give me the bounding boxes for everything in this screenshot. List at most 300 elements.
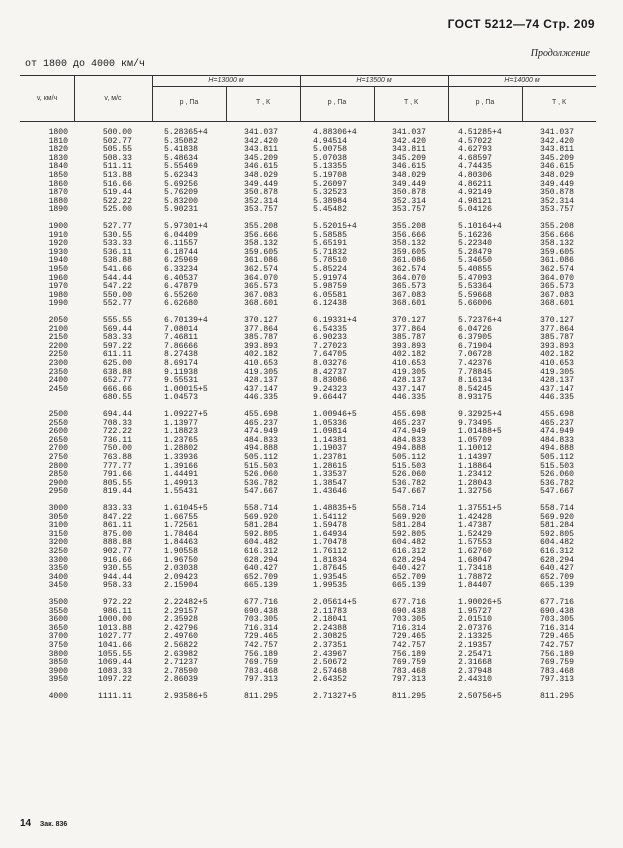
table-cell: 410.653 xyxy=(540,358,574,368)
table-cell: 6.70139+4 xyxy=(164,316,208,325)
table-cell: 569.920 xyxy=(244,512,278,522)
row-group xyxy=(164,599,208,693)
table-cell: 3750 xyxy=(48,640,68,650)
order-number: Зак. 836 xyxy=(39,821,68,828)
table-cell: 1820 xyxy=(48,145,68,155)
row-group xyxy=(458,223,502,317)
table-cell: 756.189 xyxy=(540,649,574,659)
table-cell: 769.759 xyxy=(244,658,278,668)
table-cell: 2400 xyxy=(48,376,68,386)
table-cell: 5.35082 xyxy=(164,136,198,146)
column-v-kmh xyxy=(20,129,68,705)
row-group xyxy=(392,129,426,223)
row-group xyxy=(540,505,574,599)
table-cell: 5.91974 xyxy=(313,273,347,283)
table-cell: 3550 xyxy=(48,606,68,616)
table-cell: 1960 xyxy=(48,273,68,283)
table-cell: 4.88306+4 xyxy=(313,128,357,137)
table-cell: 1.59478 xyxy=(313,521,347,531)
table-cell: 640.427 xyxy=(244,564,278,574)
table-cell: 552.77 xyxy=(102,299,132,309)
table-cell: 1900 xyxy=(48,222,68,231)
table-cell: 6.18744 xyxy=(164,247,198,257)
table-cell: 2.71327+5 xyxy=(313,692,357,701)
table-cell: 769.759 xyxy=(392,658,426,668)
table-cell: 547.667 xyxy=(540,487,574,497)
table-cell: 368.601 xyxy=(392,299,426,309)
table-cell: 367.083 xyxy=(540,290,574,300)
table-cell: 402.182 xyxy=(244,350,278,360)
table-cell: 527.77 xyxy=(102,222,132,231)
row-group xyxy=(313,693,357,705)
table-cell: 5.47093 xyxy=(458,273,492,283)
table-cell: 742.757 xyxy=(540,640,574,650)
table-cell: 377.864 xyxy=(392,324,426,334)
table-cell: 8.69174 xyxy=(164,358,198,368)
table-cell: 2.93586+5 xyxy=(164,692,208,701)
table-cell: 342.420 xyxy=(540,136,574,146)
table-cell: 7.42376 xyxy=(458,358,492,368)
standard-header: ГОСТ 5212—74 Стр. 209 xyxy=(447,17,595,31)
table-cell: 446.335 xyxy=(540,393,574,403)
table-cell: 428.137 xyxy=(540,376,574,386)
row-group xyxy=(20,599,68,693)
table-cell: 756.189 xyxy=(244,649,278,659)
row-group xyxy=(244,317,278,411)
table-cell: 349.449 xyxy=(540,179,574,189)
table-cell: 2.37948 xyxy=(458,666,492,676)
table-cell: 3450 xyxy=(48,581,68,591)
table-cell: 505.112 xyxy=(540,452,574,462)
table-cell: 1.38547 xyxy=(313,478,347,488)
table-cell: 1.05336 xyxy=(313,418,347,428)
table-cell: 604.482 xyxy=(244,538,278,548)
row-group xyxy=(313,599,357,693)
table-cell: 6.33234 xyxy=(164,264,198,274)
table-cell: 6.19331+4 xyxy=(313,316,357,325)
table-cell: 350.878 xyxy=(540,188,574,198)
table-cell: 958.33 xyxy=(102,581,132,591)
table-cell: 708.33 xyxy=(102,418,132,428)
row-group xyxy=(392,411,426,505)
table-cell: 3100 xyxy=(48,521,68,531)
table-cell: 352.314 xyxy=(244,196,278,206)
table-cell: 616.312 xyxy=(244,546,278,556)
table-cell: 530.55 xyxy=(102,230,132,240)
table-cell: 1.96750 xyxy=(164,555,198,565)
row-group xyxy=(540,693,574,705)
table-cell: 677.716 xyxy=(540,598,574,607)
table-cell: 349.449 xyxy=(392,179,426,189)
table-cell: 9.11938 xyxy=(164,367,198,377)
table-cell: 783.468 xyxy=(244,666,278,676)
table-cell: 410.653 xyxy=(392,358,426,368)
table-cell: 1830 xyxy=(48,153,68,163)
row-group xyxy=(20,505,68,599)
table-cell: 597.22 xyxy=(102,341,132,351)
table-cell: 368.601 xyxy=(244,299,278,309)
table-cell: 2200 xyxy=(48,341,68,351)
table-cell: 465.237 xyxy=(540,418,574,428)
table-cell: 494.888 xyxy=(392,444,426,454)
table-cell: 3950 xyxy=(48,675,68,685)
table-cell: 484.833 xyxy=(540,435,574,445)
table-cell: 1.47387 xyxy=(458,521,492,531)
table-cell: 515.503 xyxy=(244,461,278,471)
table-cell: 5.38984 xyxy=(313,196,347,206)
footer xyxy=(20,818,67,829)
table-cell: 569.920 xyxy=(540,512,574,522)
table-cell: 4.86211 xyxy=(458,179,492,189)
table-cell: 1041.66 xyxy=(98,640,132,650)
header-altitude-14000: H=14000 м xyxy=(504,77,540,84)
table-cell: 3200 xyxy=(48,538,68,548)
table-cell: 2.24388 xyxy=(313,623,347,633)
row-group xyxy=(74,223,132,317)
table-cell: 581.284 xyxy=(244,521,278,531)
table-cell: 5.58585 xyxy=(313,230,347,240)
table-cell: 652.77 xyxy=(102,376,132,386)
table-cell: 1.78464 xyxy=(164,529,198,539)
table-cell: 1.66755 xyxy=(164,512,198,522)
row-group xyxy=(20,317,68,411)
table-cell: 690.438 xyxy=(244,606,278,616)
table-cell: 1.90026+5 xyxy=(458,598,502,607)
table-cell: 4.94514 xyxy=(313,136,347,146)
table-cell: 547.667 xyxy=(392,487,426,497)
row-group xyxy=(20,693,68,705)
table-cell: 402.182 xyxy=(540,350,574,360)
table-cell: 805.55 xyxy=(102,478,132,488)
table-cell: 9.24323 xyxy=(313,384,347,394)
table-cell: 385.787 xyxy=(392,333,426,343)
table-cell: 5.69256 xyxy=(164,179,198,189)
row-group xyxy=(458,505,502,599)
table-cell: 358.132 xyxy=(540,239,574,249)
table-cell: 9.66447 xyxy=(313,393,347,403)
column-pressure-13500 xyxy=(313,129,357,705)
table-cell: 783.468 xyxy=(392,666,426,676)
table-cell: 2.42796 xyxy=(164,623,198,633)
table-cell: 1.04573 xyxy=(164,393,198,403)
table-cell: 1083.33 xyxy=(98,666,132,676)
table-cell: 5.48634 xyxy=(164,153,198,163)
table-cell: 2.64352 xyxy=(313,675,347,685)
table-cell: 2.18041 xyxy=(313,615,347,625)
table-cell: 729.465 xyxy=(392,632,426,642)
table-cell: 2500 xyxy=(48,410,68,419)
table-cell: 581.284 xyxy=(540,521,574,531)
table-cell: 359.605 xyxy=(540,247,574,257)
table-cell: 2300 xyxy=(48,358,68,368)
row-group xyxy=(244,223,278,317)
table-cell: 1.33537 xyxy=(313,470,347,480)
table-cell: 2.31668 xyxy=(458,658,492,668)
row-group xyxy=(164,223,208,317)
table-cell: 703.305 xyxy=(392,615,426,625)
table-cell: 410.653 xyxy=(244,358,278,368)
table-cell: 703.305 xyxy=(540,615,574,625)
table-cell: 1.81834 xyxy=(313,555,347,565)
table-cell: 419.305 xyxy=(540,367,574,377)
table-cell: 5.00758 xyxy=(313,145,347,155)
table-cell: 5.98759 xyxy=(313,282,347,292)
table-cell: 544.44 xyxy=(102,273,132,283)
table-cell: 2600 xyxy=(48,427,68,437)
table-cell: 342.420 xyxy=(244,136,278,146)
table-cell: 2.15904 xyxy=(164,581,198,591)
table-cell: 370.127 xyxy=(244,316,278,325)
table-cell: 346.615 xyxy=(392,162,426,172)
table-cell: 716.314 xyxy=(540,623,574,633)
table-cell: 1.95727 xyxy=(458,606,492,616)
table-cell: 359.605 xyxy=(244,247,278,257)
row-group xyxy=(74,411,132,505)
table-cell: 558.714 xyxy=(392,504,426,513)
row-group xyxy=(74,505,132,599)
table-cell: 6.62680 xyxy=(164,299,198,309)
table-cell: 494.888 xyxy=(540,444,574,454)
table-cell: 5.72376+4 xyxy=(458,316,502,325)
table-cell: 428.137 xyxy=(392,376,426,386)
column-temperature-13000 xyxy=(244,129,278,705)
table-cell: 7.06728 xyxy=(458,350,492,360)
table-cell: 604.482 xyxy=(392,538,426,548)
header-temperature: T , К xyxy=(255,99,271,106)
table-cell: 6.54335 xyxy=(313,324,347,334)
table-cell: 5.28479 xyxy=(458,247,492,257)
table-cell: 550.00 xyxy=(102,290,132,300)
range-label: от 1800 до 4000 км/ч xyxy=(25,59,146,70)
row-group xyxy=(164,505,208,599)
row-group xyxy=(244,693,278,705)
table-cell: 1920 xyxy=(48,239,68,249)
row-group xyxy=(244,599,278,693)
table-cell: 847.22 xyxy=(102,512,132,522)
table-cell: 4.62793 xyxy=(458,145,492,155)
table-cell: 1940 xyxy=(48,256,68,266)
table-cell: 5.07038 xyxy=(313,153,347,163)
table-cell: 722.22 xyxy=(102,427,132,437)
table-cell: 2.86039 xyxy=(164,675,198,685)
row-group xyxy=(458,599,502,693)
table-cell: 628.294 xyxy=(244,555,278,565)
table-cell: 1.28043 xyxy=(458,478,492,488)
table-cell: 508.33 xyxy=(102,153,132,163)
table-cell: 5.83200 xyxy=(164,196,198,206)
table-cell: 2.13325 xyxy=(458,632,492,642)
table-cell: 616.312 xyxy=(540,546,574,556)
table-cell: 677.716 xyxy=(392,598,426,607)
row-group xyxy=(540,317,574,411)
table-cell: 736.11 xyxy=(102,435,132,445)
table-cell: 1.37551+5 xyxy=(458,504,502,513)
table-cell: 2250 xyxy=(48,350,68,360)
table-cell: 1.70478 xyxy=(313,538,347,548)
table-cell: 358.132 xyxy=(244,239,278,249)
table-cell: 1027.77 xyxy=(98,632,132,642)
table-cell: 3350 xyxy=(48,564,68,574)
row-group xyxy=(392,693,426,705)
continuation-label: Продолжение xyxy=(530,48,590,59)
table-cell: 1.18823 xyxy=(164,427,198,437)
table-cell: 352.314 xyxy=(540,196,574,206)
row-group xyxy=(74,129,132,223)
table-cell: 6.90233 xyxy=(313,333,347,343)
row-group xyxy=(20,223,68,317)
table-cell: 393.893 xyxy=(392,341,426,351)
table-cell: 350.878 xyxy=(244,188,278,198)
page-number: 14 xyxy=(20,818,32,829)
table-cell: 5.13355 xyxy=(313,162,347,172)
table-cell: 365.573 xyxy=(540,282,574,292)
table-cell: 511.11 xyxy=(102,162,132,172)
table-cell: 502.77 xyxy=(102,136,132,146)
table-cell: 5.19708 xyxy=(313,170,347,180)
table-cell: 902.77 xyxy=(102,546,132,556)
table-cell: 358.132 xyxy=(392,239,426,249)
table-cell: 5.97301+4 xyxy=(164,222,208,231)
table-cell: 592.805 xyxy=(244,529,278,539)
table-cell: 665.139 xyxy=(244,581,278,591)
table-cell: 5.28365+4 xyxy=(164,128,208,137)
table-cell: 1.64934 xyxy=(313,529,347,539)
table-cell: 592.805 xyxy=(540,529,574,539)
table-cell: 428.137 xyxy=(244,376,278,386)
table-cell: 555.55 xyxy=(102,316,132,325)
table-cell: 2050 xyxy=(48,316,68,325)
table-cell: 1.32756 xyxy=(458,487,492,497)
row-group xyxy=(458,693,502,705)
table-cell: 6.37905 xyxy=(458,333,492,343)
row-group xyxy=(392,223,426,317)
row-group xyxy=(313,505,357,599)
table-cell: 446.335 xyxy=(244,393,278,403)
table-cell: 505.55 xyxy=(102,145,132,155)
table-cell: 4.74435 xyxy=(458,162,492,172)
row-group xyxy=(74,317,132,411)
table-cell: 5.66006 xyxy=(458,299,492,309)
table-cell: 2.78590 xyxy=(164,666,198,676)
row-group xyxy=(74,599,132,693)
table-cell: 515.503 xyxy=(540,461,574,471)
table-cell: 1.09814 xyxy=(313,427,347,437)
table-cell: 2.09423 xyxy=(164,572,198,582)
table-cell: 1.99535 xyxy=(313,581,347,591)
table-cell: 6.55260 xyxy=(164,290,198,300)
row-group xyxy=(458,129,502,223)
row-group xyxy=(458,411,502,505)
table-cell: 1970 xyxy=(48,282,68,292)
table-cell: 1860 xyxy=(48,179,68,189)
table-cell: 349.449 xyxy=(244,179,278,189)
table-cell: 750.00 xyxy=(102,444,132,454)
table-cell: 2900 xyxy=(48,478,68,488)
table-cell: 8.93175 xyxy=(458,393,492,403)
table-cell: 437.147 xyxy=(392,384,426,394)
table-cell: 628.294 xyxy=(392,555,426,565)
table-cell: 342.420 xyxy=(392,136,426,146)
table-cell: 4.51285+4 xyxy=(458,128,502,137)
table-cell: 5.53364 xyxy=(458,282,492,292)
table-cell: 783.468 xyxy=(540,666,574,676)
table-cell: 1.90558 xyxy=(164,546,198,556)
table-cell: 362.574 xyxy=(392,264,426,274)
table-cell: 505.112 xyxy=(244,452,278,462)
table-cell: 3650 xyxy=(48,623,68,633)
table-cell: 5.59668 xyxy=(458,290,492,300)
table-cell: 465.237 xyxy=(392,418,426,428)
table-cell: 861.11 xyxy=(102,521,132,531)
table-cell: 393.893 xyxy=(244,341,278,351)
table-cell: 7.27023 xyxy=(313,341,347,351)
table-cell: 7.64705 xyxy=(313,350,347,360)
table-cell: 393.893 xyxy=(540,341,574,351)
table-cell: 526.060 xyxy=(392,470,426,480)
table-cell: 3050 xyxy=(48,512,68,522)
table-cell: 6.05581 xyxy=(313,290,347,300)
row-group xyxy=(392,599,426,693)
table-cell: 341.037 xyxy=(392,128,426,137)
row-group xyxy=(164,693,208,705)
table-cell: 592.805 xyxy=(392,529,426,539)
table-cell: 8.27438 xyxy=(164,350,198,360)
table-cell: 583.33 xyxy=(102,333,132,343)
row-group xyxy=(313,411,357,505)
table-cell: 4000 xyxy=(48,692,68,701)
table-cell: 2.01510 xyxy=(458,615,492,625)
table-cell: 6.12438 xyxy=(313,299,347,309)
table-cell: 5.22340 xyxy=(458,239,492,249)
table-cell: 533.33 xyxy=(102,239,132,249)
table-cell: 729.465 xyxy=(540,632,574,642)
table-cell: 474.949 xyxy=(392,427,426,437)
table-cell: 2350 xyxy=(48,367,68,377)
table-cell: 9.73495 xyxy=(458,418,492,428)
table-cell: 916.66 xyxy=(102,555,132,565)
table-cell: 2.71237 xyxy=(164,658,198,668)
table-cell: 1.42428 xyxy=(458,512,492,522)
table-cell: 345.209 xyxy=(540,153,574,163)
table-cell: 9.32925+4 xyxy=(458,410,502,419)
table-cell: 361.086 xyxy=(244,256,278,266)
table-cell: 377.864 xyxy=(244,324,278,334)
table-cell: 7.78845 xyxy=(458,367,492,377)
table-cell: 797.313 xyxy=(244,675,278,685)
table-cell: 494.888 xyxy=(244,444,278,454)
table-cell: 419.305 xyxy=(244,367,278,377)
table-cell: 1.05709 xyxy=(458,435,492,445)
table-cell: 1097.22 xyxy=(98,675,132,685)
table-cell: 1.93545 xyxy=(313,572,347,582)
table-cell: 1.00946+5 xyxy=(313,410,357,419)
table-cell: 361.086 xyxy=(392,256,426,266)
table-cell: 1.28802 xyxy=(164,444,198,454)
row-group xyxy=(540,599,574,693)
row-group xyxy=(392,317,426,411)
table-cell: 362.574 xyxy=(244,264,278,274)
table-cell: 5.45482 xyxy=(313,205,347,215)
table-cell: 5.34650 xyxy=(458,256,492,266)
table-cell: 888.88 xyxy=(102,538,132,548)
table-cell: 516.66 xyxy=(102,179,132,189)
table-cell: 797.313 xyxy=(540,675,574,685)
table-cell: 7.46811 xyxy=(164,333,198,343)
table-cell: 348.029 xyxy=(540,170,574,180)
table-cell: 1800 xyxy=(48,128,68,137)
table-cell: 1.14381 xyxy=(313,435,347,445)
table-cell: 365.573 xyxy=(392,282,426,292)
